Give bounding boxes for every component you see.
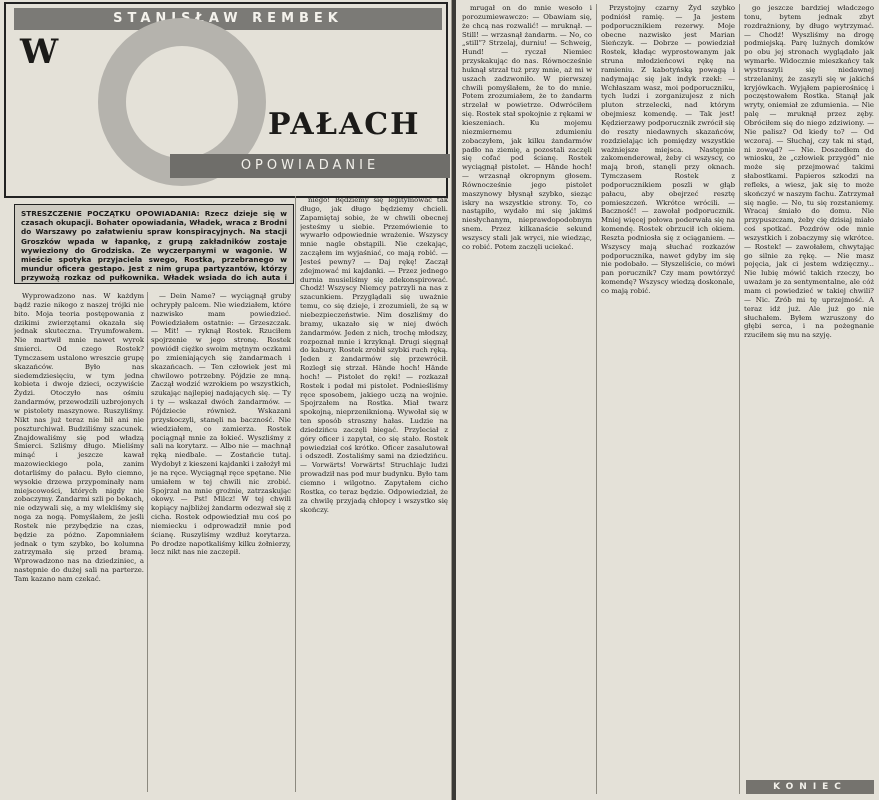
column-divider [295,196,296,792]
column-text: — Dein Name? — wyciągnął gruby ochrypły palcem. Nie wiedziałem, które nazwisko mam powiedzieć. Powiedziałem ostatnie: — Grzeszczak. — Mit! — ryknął Rostek. Rzuciłem spojrzenie w jego stronę. Rostek powiódł ciężko swoim mętnym oczkami po zmieniających się żandarmach i skazańcach. — Ten człowiek jest mi chwilowo potrzebny. Pójdzie ze mną. Zaczął wodzić wzrokiem po wszystkich, szukając najlepiej nadających się. — Ty i ty — wskazał dwóch żandarmów. — Pójdziecie również. Wskazani przyskoczyli, stanęli na baczność. Nie wiedziałem, co zamierza. Rostek pociągnął mnie za łokieć. Wyszliśmy z sali na korytarz. — Albo nie — machnął ręką niedbale. — Zostańcie tutaj. Wydobył z kieszeni kajdanki i założył mi je na ręce. Wyciągnął ręce spętane. Nie umiałem w tej chwili nic zrobić. Spojrzał na mnie groźnie, zatrzaskując okowy. — Pst! Milcz! W tej chwili kopiący najbliżej żandarm odezwał się z cicha. Rostek odpowiedział mu coś po niemiecku i odprowadził mnie pod ścianę. Ruszyliśmy wzdłuż korytarza. Po drodze napotkaliśmy kilku żołnierzy, lecz nikt nas nie zaczepił. [151,292,291,557]
article-column-1 [14,292,144,792]
column-text: niego! Będziemy się legitymować tak długo, jak długo będziemy chcieli. Zapamiętaj sobie, że w chwili obecnej jesteśmy u siebie. Przemówienie to wywarło odpowiednie wrażenie. Wszyscy mnie nagle obstąpili. Nie czekając, zacząłem im wyjaśniać, co mają robić. — Jesteś pewny? — Daj rękę! Zaczął zdejmować mi kajdanki. — Przez jednego durnia musieliśmy się zdekonspirować. Chodź! Wszyscy Niemcy patrzyli na nas z szacunkiem. Przyglądali się uważnie temu, co się dzieje, i zrozumieli, że są w niebezpieczeństwie. Nim doszliśmy do bramy, ukazało się w niej dwóch żandarmów. Jeden z nich, trochę młodszy, rozpoznał mnie i krzyknął. Drugi sięgnął do kabury. Rostek zrobił szybki ruch ręką. Jeden z żandarmów się przewrócił. Rozległ się strzał. Hände hoch! Hände hoch! — Pistolet do ręki! — rozkazał Rostek i podał mi pistolet. Podnieśliśmy ręce sposobem, jakiego uczą na wojnie. Spojrzałem na Rostka. Miał twarz spokojną, nieprzeniknioną. Wywołał się w ten sposób straszny hałas. Ludzie na dziedzińcu zaczęli biegać. Przyleciał z góry oficer i zapytał, co się stało. Rostek powiedział coś krótko. Oficer zasalutował i odszedł. Zostaliśmy sami na dziedzińcu. — Vorwärts! Vorwärts! Struchlajc ludzi prowadził nas pod mur budynku. Było tam ciemno i wilgotno. Zapytałem cicho Rostka, co teraz będzie. Odpowiedział, że za chwilę przyjadą chłopcy i wszystko się skończy. [300,196,448,514]
article-column-5 [601,4,735,794]
synopsis-box: STRESZCZENIE POCZĄTKU OPOWIADANIA: Rzecz dzieje się w czasach okupacji. Bohater opowiadania, Władek, wraca z Brodni do Warszawy po załatwieniu spraw konspiracyjnych. Na stacji Groszków wpada w łapankę, z grupą zakładników zostaje wywieziony do Grodziska. Ze wyczerpanymi w wagonie. W mieście spotyka przyjaciela swego, Rostka, przebranego w mundur oficera gestapo. Jest z nim grupa partyzantów, którzy przywożą rozkaz od pułkownika. Władek wsiada do ich auta i [14,204,294,284]
article-column-3 [300,196,448,792]
author-banner: STANISŁAW REMBEK [14,8,442,30]
column-text: Wyprowadzono nas. W każdym bądź razie nikogo z naszej trójki nie bito. Moja teoria postępowania z dzikimi zwierzętami okazała się jednak skuteczna. Tryumfowałem. Nie martwił mnie nawet wyrok śmierci. Od czego Rostek? Tymczasem ustalono wreszcie grupę skazańców. Było nas siedemdziesięciu, w tym jedna kobieta i dwoje dzieci, oczywiście Żydzi. Otoczyło nas ośmiu żandarmów, przewodzili uzbrojonych w pistolety maszynowe. Ruszyliśmy. Nikt nas już teraz nie bił ani nie poszturchiwał. Budziliśmy szacunek. Znajdowaliśmy się pod władzą Śmierci. Szliśmy długo. Mieliśmy minąć i jeszcze kawał mazowieckiego pola, zanim dotarliśmy do pałacu. Było ciemno, wysokie drzewa przypominały nam miejscowości, których nigdy nie zobaczymy. Żandarmi szli po bokach, nie odzywali się, a my wlekliśmy się noga za nogą. Pomyślałem, że jeśli Rostek nie przybędzie na czas, będzie za późno. Zapomniałem jednak o tym szybko, bo kolumna zatrzymała się przed bramą. Wprowadzono nas na dziedziniec, a następnie do dużej sali na parterze. Tam kazano nam czekać. [14,292,144,583]
title-block [4,2,448,198]
article-column-6 [744,4,874,774]
story-title: PAŁACH [268,107,421,142]
column-divider [596,4,597,794]
column-divider [147,292,148,792]
column-text: Przystojny czarny Żyd szybko podniósł ramię. — Ja jestem podporucznikiem rezerwy. Moje obecne nazwisko jest Marian Sieńczyk. — Dobrze — powiedział Rostek, kładąc wyprostowanym jak struna młodzieńcowi rękę na ramieniu. Z kabotyńską powagą i nadymając się jak indyk rzekł: — Wchłaszam wasz, moi podporuczniku, tych ludzi i zorganizujesz z nich pluton strzelecki, nad którym obejmiesz komendę. — Tak jest! Kędzierzawy podporucznik zwrócił się do reszty niedawnych skazańców, rozdzielając ich pomiędzy wszystkie ważniejsze miejsca. Następnie zakomenderował, żeby ci wszyscy, co mają broń, stanęli przy oknach. Tymczasem Rostek z podporucznikiem poszli w głąb pałacu, aby obejrzeć resztę pomieszczeń. Wkrótce wrócili. — Baczność! — zawołał podporucznik. Mniej więcej połowa poderwała się na komendę. Rostek obrzucił ich okiem. Reszta podniosła się z ociąganiem. — Wszyscy mają słuchać rozkazów podporucznika, nawet gdyby im się nie podobało. — Słyszeliście, co mówi pan porucznik? Czy mam powtórzyć komendę? Wszyscy wiedzą doskonale, co mają robić. [601,4,735,295]
end-banner: KONIEC [746,780,874,794]
article-column-4 [462,4,592,794]
column-divider [739,4,740,794]
genre-banner: OPOWIADANIE [170,154,450,178]
article-column-2 [151,292,291,792]
column-text: go jeszcze bardziej władczego tonu, bytem jednak zbyt rozdrażniony, by długo wytrzymać. — Chodź! Wyszliśmy na drogę podmiejską. Parę lużnych domków po obu jej stronach wyglądało jak wymarłe. Widocznie mieszkańcy tak wystraszyli się niedawnej strzelaniny, że zaszyli się w jakichś kryjówkach. Wyjąłem papierośnicę i poczęstowałem Rostka. Stanął jak wryty, oniemiał ze zdumienia. — Nie palę — mruknął przez zęby. Obróciłem się do niego zdziwiony. — Nie palisz? Od kiedy to? — Od wczoraj. — Słuchaj, czy tak ni stąd, ni zowąd? — Nie. Doszedłem do wniosku, że „człowiek przygód” nie może się przejmować takimi słabostkami. Papieros szkodzi na refleks, a wiesz, jak się to może skończyć w naszym fachu. Zatrzymał się nagle. — No, tu się rozstaniemy. Wracaj śmiało do domu. Nie przypuszczam, żeby cię dzisiaj miało coś spotkać. Pozdrów ode mnie wszystkich i zobaczymy się wkrótce. — Rostek! — zawołałem, chwytając go silnie za rękę. — Nie masz pojęcia, jak ci jestem wdzięczny... Nie lubię mówić takich rzeczy, bo uważam je za sentymentalne, ale cóż mam ci powiedzieć w takiej chwili? — Nic. Zrób mi tę uprzejmość. A teraz idź już. Ale już go nie słuchałem. Byłem wzruszony do głębi serca, i na pożegnanie rzuciłem się mu na szyję. [744,4,874,340]
right-page [456,0,879,800]
title-letter-w: W [20,32,59,72]
column-text: mrugał on do mnie wesoło i porozumiewawczo: — Obawiam się, że chcą nas rozwalić! — mruknął. — Still! — wrzasnął żandarm. — No, co „still”? Strzelaj, durniu! — Schweig, Hund! — ryczał Niemiec przyskakując do nas. Równocześnie huknął strzał tuż przy mnie, aż mi w uszach zadzwoniło. W pierwszej chwili pomyślałem, że to do mnie. Potem zrozumiałem, że to żandarm strzelał w powietrze. Odwróciłem się. Rostek stał spokojnie z rękami w kieszeniach. Ku mojemu niezmiernemu zdumieniu zobaczyłem, jak kilku żandarmów padło na ziemię, a pozostali zaczęli się cofać pod ścianę. Rostek wyciągnął pistolet. — Hände hoch! — wrzasnął okropnym głosem. Równocześnie jego pistolet maszynowy błysnął szybko, sieząc iskry na wszystkie strony. To, co nastąpiło, wydało mi się jakimś niesłychanym, nieprawdopodobnym snem. Przez kilkanaście sekund wszyscy stali jak wryci, nie wiedząc, co robić. Potem zaczęli uciekać. [462,4,592,251]
